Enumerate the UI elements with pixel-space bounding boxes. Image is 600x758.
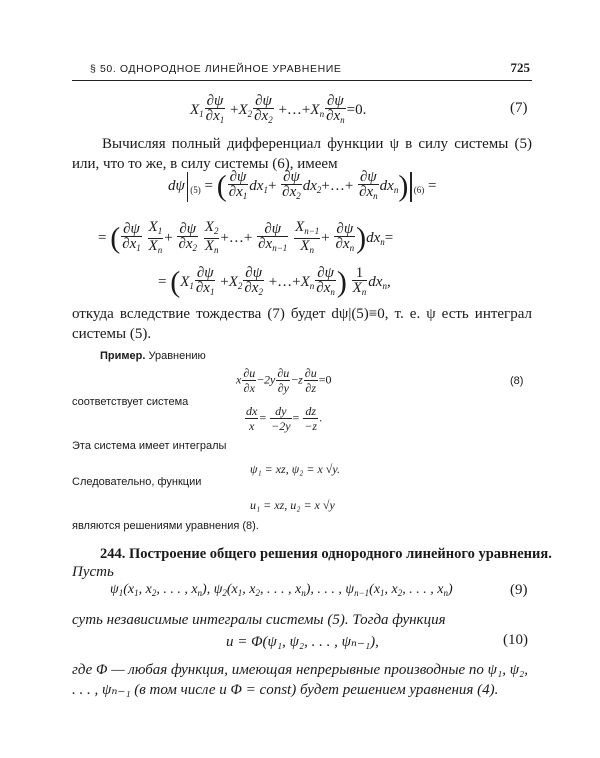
independent-text: суть независимые интегралы системы (5). Тогда функция bbox=[72, 612, 446, 628]
example-intro-text: Уравнению bbox=[148, 350, 206, 362]
equation-8: x $\frac{\partial u}{\partial x}$ −2y $\frac{\partial u}{\partial y}$ −z $\frac{\partial u}{\partial z}$ =0 bbox=[236, 366, 332, 395]
equation-9: $\psi_1(x_1$, $x_2$, . . . , $x_n$), $\psi_2(x_1$, $x_2$, . . . , $x_n$), . . . , $\psi_{n-1}(x_1$, $x_2$, . . . , $x_n$) bbox=[110, 582, 453, 598]
equation-8-number: (8) bbox=[510, 375, 524, 387]
solutions-text: являются решениями уравнения (8). bbox=[72, 520, 259, 532]
page-number: 725 bbox=[510, 60, 530, 75]
let-text: Пусть bbox=[72, 564, 114, 580]
differential-eq-line-3: = ($X_1$ $\frac{\partial\psi}{\partial x_1}$ $+X_2$ $\frac{\partial\psi}{\partial x_2}$ $+\dots+X_n$ $\frac{\partial\psi}{\partial x_n}$ ) $\frac{1}{X_n}$ $dx_n$, bbox=[158, 265, 391, 299]
example-intro bbox=[100, 350, 206, 362]
paragraph-conclusion: откуда вследствие тождества (7) будет dψ|(5)≡0, т. е. ψ есть интеграл системы (5). bbox=[72, 306, 532, 342]
section-title: § 50. ОДНОРОДНОЕ ЛИНЕЙНОЕ УРАВНЕНИЕ bbox=[90, 63, 342, 75]
section-244-heading: 244. Построение общего решения однородного линейного уравнения. bbox=[100, 546, 552, 562]
integrals: ψ₁ = xz, ψ₂ = x √y. bbox=[250, 462, 341, 476]
final-line-1: где Φ — любая функция, имеющая непрерывные производные по ψ₁, ψ₂, bbox=[72, 662, 528, 678]
integrals-intro: Эта система имеет интегралы bbox=[72, 440, 227, 452]
equation-7: $X_1$ $\frac{\partial\psi}{\partial x_1}$ $+X_2$ $\frac{\partial\psi}{\partial x_2}$ $+\dots+X_n$ $\frac{\partial\psi}{\partial x_n}$ =0. bbox=[190, 93, 367, 125]
equation-7-number: (7) bbox=[510, 100, 528, 116]
equation-10-number: (10) bbox=[503, 632, 528, 648]
system-equation: $\frac{dx}{x}$ = $\frac{dy}{-2y}$ = $\frac{dz}{-z}$ . bbox=[246, 404, 323, 433]
therefore-text: Следовательно, функции bbox=[72, 476, 202, 488]
running-header bbox=[72, 60, 532, 81]
corresponds-text: соответствует система bbox=[72, 396, 189, 408]
equation-10: u = Φ(ψ₁, ψ₂, . . . , ψₙ₋₁), bbox=[226, 634, 379, 650]
differential-eq-line-1: dψ $_{(5)}$ = ( $\frac{\partial\psi}{\partial x_1}$ $dx_1+$ $\frac{\partial\psi}{\partial x_2}$ $dx_2+\dots+$ $\frac{\partial\psi}{\partial x_n}$ $dx_n$) $_{(6)}$ = bbox=[168, 169, 437, 203]
functions: u₁ = xz, u₂ = x √y bbox=[250, 498, 335, 512]
differential-eq-line-2: = ( $\frac{\partial\psi}{\partial x_1}$ $\frac{X_1}{X_n}$ + $\frac{\partial\psi}{\partial x_2}$ $\frac{X_2}{X_n}$ +…+ $\frac{\partial\psi}{\partial x_{n-1}}$ $\frac{X_{n-1}}{X_n}$ + $\frac{\partial\psi}{\partial x_n}$ )$dx_n=$ bbox=[98, 219, 394, 255]
equation-9-number: (9) bbox=[510, 582, 528, 598]
example-label: Пример. bbox=[100, 350, 146, 362]
final-line-2: . . . , ψₙ₋₁ (в том числе и Φ = const) будет решением уравнения (4). bbox=[72, 682, 499, 698]
paragraph-differential: Вычисляя полный дифференциал функции ψ в силу системы (5) или, что то же, в силу системы (6), имеем bbox=[72, 136, 532, 172]
